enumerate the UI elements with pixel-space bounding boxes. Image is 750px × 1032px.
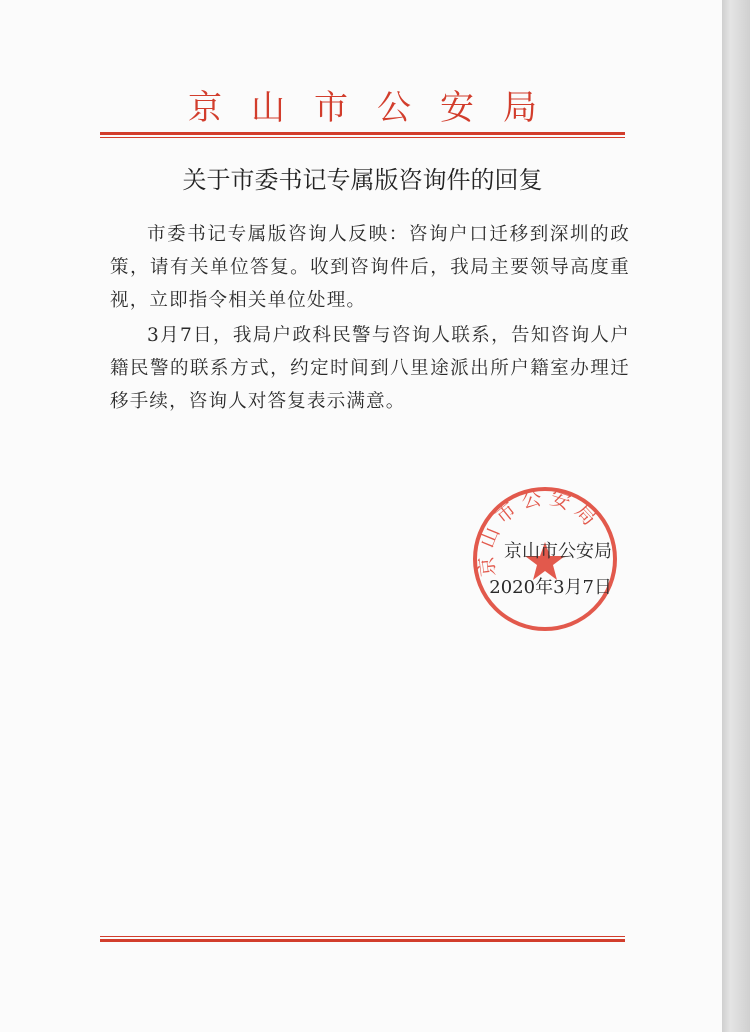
rule-thin-line bbox=[100, 137, 625, 138]
masthead-org-name: 京山市公安局 bbox=[188, 88, 566, 128]
rule-thick-line bbox=[100, 132, 625, 135]
footer-red-rule bbox=[100, 936, 625, 942]
signature-date: 2020年3月7日 bbox=[489, 577, 612, 598]
document-body bbox=[110, 218, 630, 420]
signature-block bbox=[489, 534, 612, 606]
seal-arc-text: 京山市公安局 bbox=[472, 484, 606, 578]
document-title: 关于市委书记专属版咨询件的回复 bbox=[182, 166, 543, 194]
rule-thin-line bbox=[100, 936, 625, 937]
body-paragraph-2: 3月7日，我局户政科民警与咨询人联系，告知咨询人户籍民警的联系方式，约定时间到八里途派出所户籍室办理迁移手续，咨询人对答复表示满意。 bbox=[110, 325, 630, 412]
body-paragraph-1: 市委书记专属版咨询人反映：咨询户口迁移到深圳的政策，请有关单位答复。收到咨询件后，我局主要领导高度重视，立即指令相关单位处理。 bbox=[110, 224, 630, 311]
masthead-red-rule bbox=[100, 132, 625, 138]
scan-edge-shadow bbox=[722, 0, 750, 1032]
signature-org: 京山市公安局 bbox=[504, 541, 612, 562]
rule-thick-line bbox=[100, 939, 625, 942]
